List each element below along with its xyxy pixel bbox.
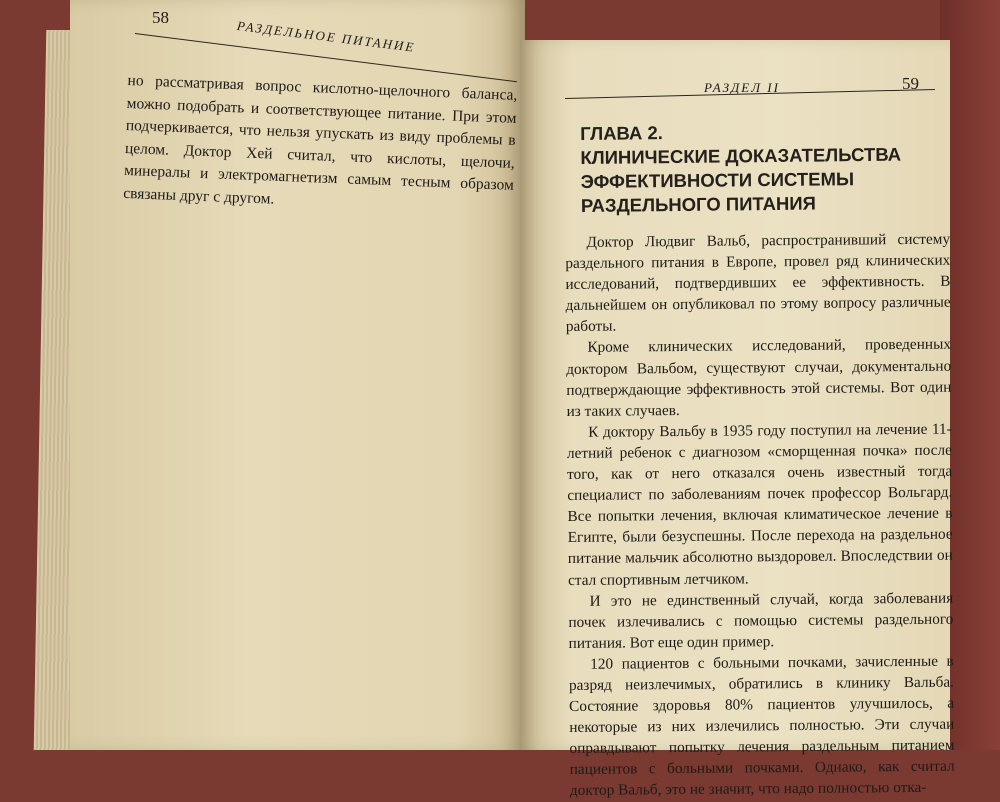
chapter-title xyxy=(580,118,931,218)
left-page-body xyxy=(123,70,518,220)
right-page-number: 59 xyxy=(902,74,919,93)
left-running-head: РАЗДЕЛЬНОЕ ПИТАНИЕ xyxy=(236,18,417,55)
right-paragraph: Кроме клинических исследований, проведенных доктором Вальбом, существуют случаи, документально подтверждающие эффективность этой системы. Вот один из таких случаев. xyxy=(566,336,952,420)
left-paragraph: но рассматривая вопрос кислотно-щелочного баланса, можно подобрать и соответствующее питание. При этом подчеркивается, что нельзя упускать из виду проблемы в целом. Доктор Хей считал, что кислоты, щелочи, минералы и электромагнетизм самым тесным образом связаны друг с другом. xyxy=(122,71,518,208)
right-paragraph: 120 пациентов с больными почками, зачисленные в разряд неизлечимых, обратились в клинику Вальба. Состояние здоровья 80% пациентов улучшилось, а некоторые из них излечились полностью. Эти случаи оправдывают попытку лечения раздельным питанием пациентов с больными почками. Однако, как считал доктор Вальб, это не значит, что надо полностью отка- xyxy=(568,652,955,800)
right-page-body xyxy=(565,229,955,802)
chapter-title-line: РАЗДЕЛЬНОГО ПИТАНИЯ xyxy=(580,192,817,216)
left-page-number: 58 xyxy=(152,8,169,27)
right-paragraph: И это не единственный случай, когда заболевания почек излечивались с помощью системы раздельного питания. Вот еще один пример. xyxy=(568,589,954,652)
right-paragraph: Доктор Людвиг Вальб, распространивший систему раздельного питания в Европе, провел ряд клинических исследований, подтвердивших ее эффективность. В дальнейшем он опубликовал по этому вопросу различные работы. xyxy=(565,230,951,336)
chapter-title-line: ЭФФЕКТИВНОСТИ СИСТЕМЫ xyxy=(580,168,855,192)
chapter-title-line: КЛИНИЧЕСКИЕ ДОКАЗАТЕЛЬСТВА xyxy=(580,143,902,168)
chapter-title-line: ГЛАВА 2. xyxy=(580,122,663,144)
right-running-head: РАЗДЕЛ II xyxy=(704,80,780,95)
right-paragraph: К доктору Вальбу в 1935 году поступил на лечение 11-летний ребенок с диагнозом «сморщенная почка» после того, как от него отказался очень известный тогда специалист по заболеваниям почек профессор Вольгард. Все попытки лечения, включая климатическое лечение в Египте, были безуспешны. После перехода на раздельное питание мальчик абсолютно выздоровел. Впоследствии он стал спортивным летчиком. xyxy=(566,420,953,589)
